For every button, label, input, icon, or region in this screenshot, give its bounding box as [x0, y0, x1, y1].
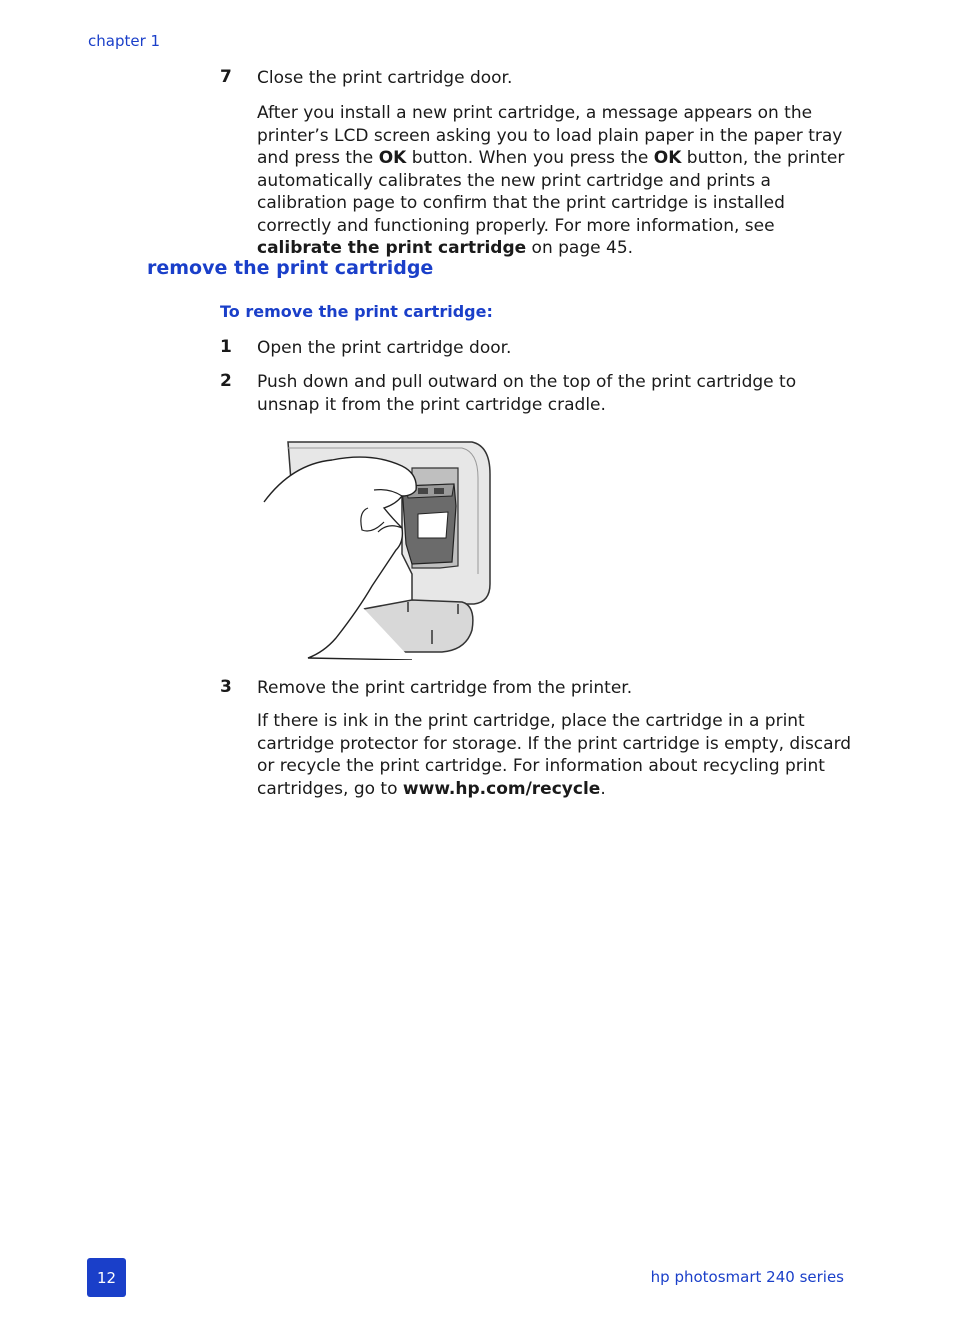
step-number: 7: [220, 67, 232, 87]
step-text: Open the print cartridge door.: [257, 338, 512, 358]
step-number: 3: [220, 677, 232, 697]
chapter-label: chapter 1: [88, 32, 161, 50]
procedure-heading: To remove the print cartridge:: [220, 302, 493, 321]
ok-button-ref: OK: [378, 148, 407, 168]
page-number: 12: [87, 1258, 126, 1297]
step-text: Close the print cartridge door.: [257, 68, 513, 88]
product-title: hp photosmart 240 series: [650, 1268, 844, 1286]
ok-button-ref: OK: [653, 148, 682, 168]
cartridge-removal-illustration: [262, 434, 498, 660]
step-paragraph: If there is ink in the print cartridge, place the cartridge in a print cartridge protector for storage. If the print cartridge is empty, discard or recycle the print cartridge. For information about recycling print cartridges, go to www.hp.com/recycle.: [257, 711, 852, 799]
step-number: 1: [220, 337, 232, 357]
recycle-link[interactable]: www.hp.com/recycle: [402, 778, 601, 799]
calibrate-link[interactable]: calibrate the print cartridge: [257, 238, 527, 258]
step-text: Remove the print cartridge from the printer.: [257, 678, 633, 698]
step-paragraph: After you install a new print cartridge, a message appears on the printer’s LCD screen asking you to load plain paper in the paper tray and press the OK button. When you press the OK button, the printer automatically calibrates the new print cartridge and prints a calibration page to confirm that the print cartridge is installed correctly and functioning properly. For more information, see calibrate the print cartridge on page 45.: [257, 103, 845, 258]
section-heading: remove the print cartridge: [147, 257, 434, 279]
step-number: 2: [220, 371, 232, 391]
step-text: Push down and pull outward on the top of the print cartridge to unsnap it from the print cartridge cradle.: [257, 372, 797, 415]
